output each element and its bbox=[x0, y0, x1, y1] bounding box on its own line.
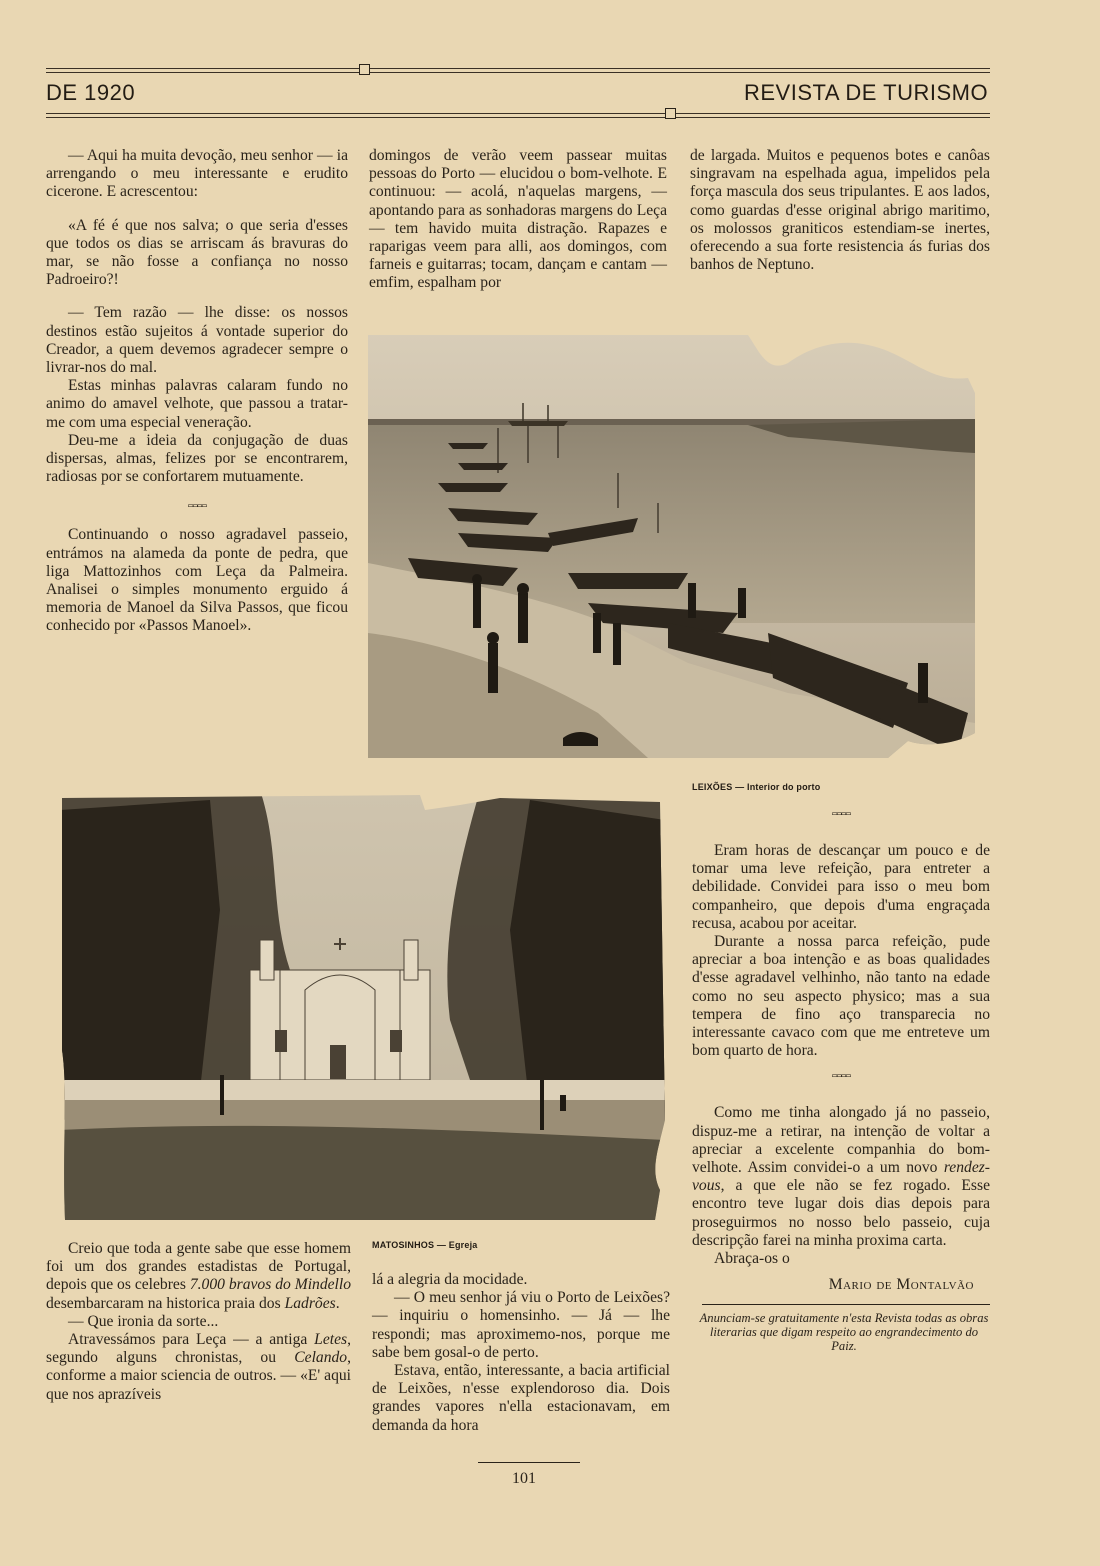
emphasis: Ladrões bbox=[284, 1294, 336, 1312]
column-3-top bbox=[690, 147, 990, 274]
church-illustration bbox=[60, 790, 665, 1226]
column-3-bottom bbox=[692, 808, 990, 1353]
emphasis: Letes bbox=[314, 1331, 348, 1349]
notice: Anunciam-se gratuitamente n'esta Revista todas as obras literarias que digam respeito ao engrandecimento do Paiz. bbox=[699, 1311, 989, 1354]
paragraph: Abraça-os o bbox=[714, 1250, 790, 1268]
header-ornament-top bbox=[359, 64, 370, 75]
page-number: 101 bbox=[512, 1470, 536, 1487]
paragraph: Atravessámos para Leça — a antiga Letes, segundo alguns chronistas, ou Celando, conforme a maior sciencia de outros. — «E' aqui que nos aprazíveis bbox=[46, 1331, 351, 1403]
section-ornament: ▭▭▭▭ bbox=[188, 501, 206, 512]
harbour-illustration bbox=[368, 333, 975, 758]
header-rule-top-2 bbox=[46, 72, 990, 73]
header-magazine-title: REVISTA DE TURISMO bbox=[744, 80, 989, 105]
photo-caption-matosinhos: MATOSINHOS — Egreja bbox=[372, 1240, 478, 1250]
paragraph: lá a alegria da mocidade. bbox=[372, 1271, 528, 1288]
section-ornament: ▭▭▭▭ bbox=[832, 1071, 850, 1082]
paragraph: Creio que toda a gente sabe que esse homem foi um dos grandes estadistas de Portugal, depois que os celebres 7.000 bravos do Mindello desembarcaram na historica praia dos Ladrões. bbox=[46, 1240, 351, 1312]
header-issue-date: DE 1920 bbox=[46, 80, 136, 105]
photo-leixoes-harbour bbox=[368, 333, 975, 758]
author-signature: Mario de Montalvão bbox=[828, 1276, 974, 1294]
paragraph: Como me tinha alongado já no passeio, dispuz-me a retirar, na intenção de voltar a apreciar a excelente companhia do bom-velhote. Assim convidei-o a um novo rendez-vous, a que ele não se fez rogado. Esse encontro teve lugar dois dias depois para proseguirmos no nosso belo passeio, cuja descripção farei na minha proxima carta. bbox=[692, 1104, 990, 1249]
column-1-top bbox=[46, 147, 348, 636]
emphasis: Celando bbox=[294, 1349, 348, 1367]
emphasis: 7.000 bravos do Mindello bbox=[189, 1276, 351, 1294]
paragraph-quote: «A fé é que nos salva; o que seria d'esses que todos os dias se arriscam ás bravuras do mar, se não fosse a confiança no nosso Padroeiro?! bbox=[46, 216, 348, 289]
paragraph: Durante a nossa parca refeição, pude apreciar a boa intenção e as boas qualidades d'esse agradavel velhinho, não tanto na edade como no seu aspecto physico; mas a sua tempera de fino aço transparecia no interessante cavaco com que me entreteve um bom quarto de hora. bbox=[692, 933, 990, 1060]
photo-caption-leixoes: LEIXÕES — Interior do porto bbox=[692, 782, 821, 792]
paragraph: Deu-me a ideia da conjugação de duas dispersas, almas, felizes por se encontrarem, radiosas por se confortarem mutuamente. bbox=[46, 431, 348, 486]
paragraph: domingos de verão veem passear muitas pessoas do Porto — elucidou o bom-velhote. E continuou: — acolá, n'aquelas margens, — apontando para as sonhadoras margens do Leça — tem havido muita distração. Rapazes e raparigas veem para alli, aos domingos, com farneis e guitarras; tocam, dançam e cantam — emfim, espalham por bbox=[369, 147, 667, 292]
header-rule-top bbox=[46, 68, 990, 69]
paragraph: — O meu senhor já viu o Porto de Leixões? — inquiriu o homensinho. — Já — lhe respondi; mas aproximemo-nos, porque me sabe bem gosal-o de perto. bbox=[372, 1289, 670, 1361]
section-ornament: ▭▭▭▭ bbox=[832, 809, 850, 819]
emphasis: rendez-vous bbox=[692, 1159, 990, 1195]
header-rule-bottom-2 bbox=[46, 117, 990, 118]
column-1-bottom bbox=[46, 1240, 351, 1404]
footer-rule bbox=[478, 1462, 580, 1463]
column-2-bottom bbox=[372, 1271, 670, 1435]
paragraph: de largada. Muitos e pequenos botes e canôas singravam na espelhada agua, impelidos pela força mascula dos seus tripulantes. E aos lados, como guardas d'esse original abrigo maritimo, os molossos graniticos estendiam-se inertes, oferecendo a sua forte resistencia ás furias dos banhos de Neptuno. bbox=[690, 147, 990, 274]
paragraph: Continuando o nosso agradavel passeio, entrámos na alameda da ponte de pedra, que liga Mattozinhos com Leça da Palmeira. Analisei o simples monumento erguido á memoria de Manoel da Silva Passos, que ficou conhecido por «Passos Manoel». bbox=[46, 526, 348, 635]
paragraph: Eram horas de descançar um pouco e de tomar uma leve refeição, para entreter a debilidade. Convidei para isso o meu bom companheiro, que depois d'uma engraçada recusa, acabou por aceitar. bbox=[692, 842, 990, 932]
header-rule-bottom bbox=[46, 113, 990, 114]
paragraph: Estas minhas palavras calaram fundo no animo do amavel velhote, que passou a tratar-me com uma especial veneração. bbox=[46, 377, 348, 431]
photo-matosinhos-church bbox=[60, 790, 665, 1226]
paragraph: Estava, então, interessante, a bacia artificial de Leixões, n'esse explendoroso dia. Dois grandes vapores n'ella estacionavam, em demanda da hora bbox=[372, 1362, 670, 1434]
paragraph: — Tem razão — lhe disse: os nossos destinos estão sujeitos á vontade superior do Creador, a quem devemos agradecer sempre o livrar-nos do mal. bbox=[46, 304, 348, 377]
header-ornament-bottom bbox=[665, 108, 676, 119]
notice-rule bbox=[702, 1304, 990, 1305]
paragraph: — Que ironia da sorte... bbox=[68, 1312, 219, 1330]
paragraph: — Aqui ha muita devoção, meu senhor — ia arrengando o meu interessante e erudito cicerone. E acrescentou: bbox=[46, 147, 348, 201]
column-2-top bbox=[369, 147, 667, 293]
